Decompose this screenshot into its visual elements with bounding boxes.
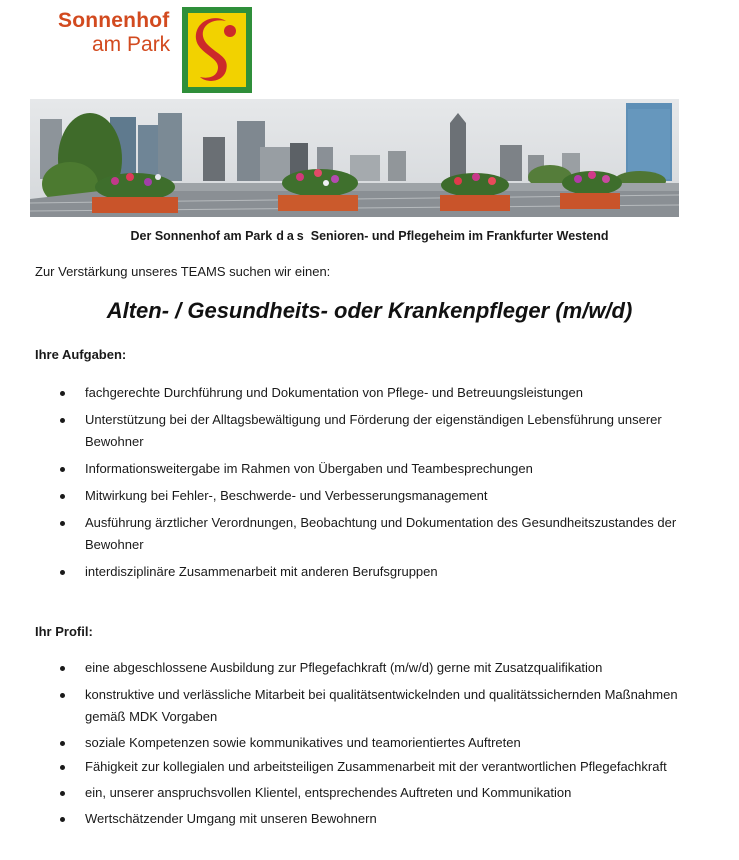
tagline-name: Der Sonnenhof am Park [130, 229, 273, 243]
list-item: ein, unserer anspruchsvollen Klientel, entsprechendes Auftreten und Kommunikation [57, 782, 707, 804]
banner-photo [30, 99, 679, 217]
tagline [0, 229, 739, 243]
logo [58, 4, 258, 96]
logo-line-2: am Park [92, 33, 171, 56]
list-item: Mitwirkung bei Fehler-, Beschwerde- und Verbesserungsmanagement [57, 485, 707, 507]
list-item: Ausführung ärztlicher Verordnungen, Beobachtung und Dokumentation des Gesundheitszustandes der Bewohner [57, 512, 707, 556]
list-item: konstruktive und verlässliche Mitarbeit bei qualitätsentwickelnden und qualitätssichernden Maßnahmen gemäß MDK Vorgaben [57, 684, 707, 728]
aufgaben-heading: Ihre Aufgaben: [35, 347, 127, 362]
intro-text: Zur Verstärkung unseres TEAMS suchen wir einen: [35, 264, 331, 279]
job-title: Alten- / Gesundheits- oder Krankenpfleger (m/w/d) [106, 298, 633, 323]
list-item: interdisziplinäre Zusammenarbeit mit anderen Berufsgruppen [57, 561, 707, 583]
logo-wordmark [58, 10, 170, 55]
tagline-article: das [276, 229, 307, 243]
tagline-description: Senioren- und Pflegeheim im Frankfurter Westend [310, 229, 609, 243]
list-item: eine abgeschlossene Ausbildung zur Pflegefachkraft (m/w/d) gerne mit Zusatzqualifikation [57, 657, 707, 679]
frankfurt-skyline-icon [30, 99, 679, 217]
list-item: soziale Kompetenzen sowie kommunikatives und teamorientiertes Auftreten [57, 732, 707, 754]
list-item: fachgerechte Durchführung und Dokumentation von Pflege- und Betreuungsleistungen [57, 382, 707, 404]
list-item: Fähigkeit zur kollegialen und arbeitsteiligen Zusammenarbeit mit der verantwortlichen Pflegefachkraft [57, 756, 707, 778]
list-item: Unterstützung bei der Alltagsbewältigung und Förderung der eigenständigen Lebensführung unserer Bewohner [57, 409, 707, 453]
sun-s-logo-icon [182, 7, 252, 93]
logo-line-1: Sonnenhof [58, 9, 170, 32]
profil-heading: Ihr Profil: [35, 624, 93, 639]
list-item: Informationsweitergabe im Rahmen von Übergaben und Teambesprechungen [57, 458, 707, 480]
aufgaben-list [57, 382, 707, 583]
list-item: Wertschätzender Umgang mit unseren Bewohnern [57, 808, 707, 830]
profil-list [57, 657, 707, 830]
